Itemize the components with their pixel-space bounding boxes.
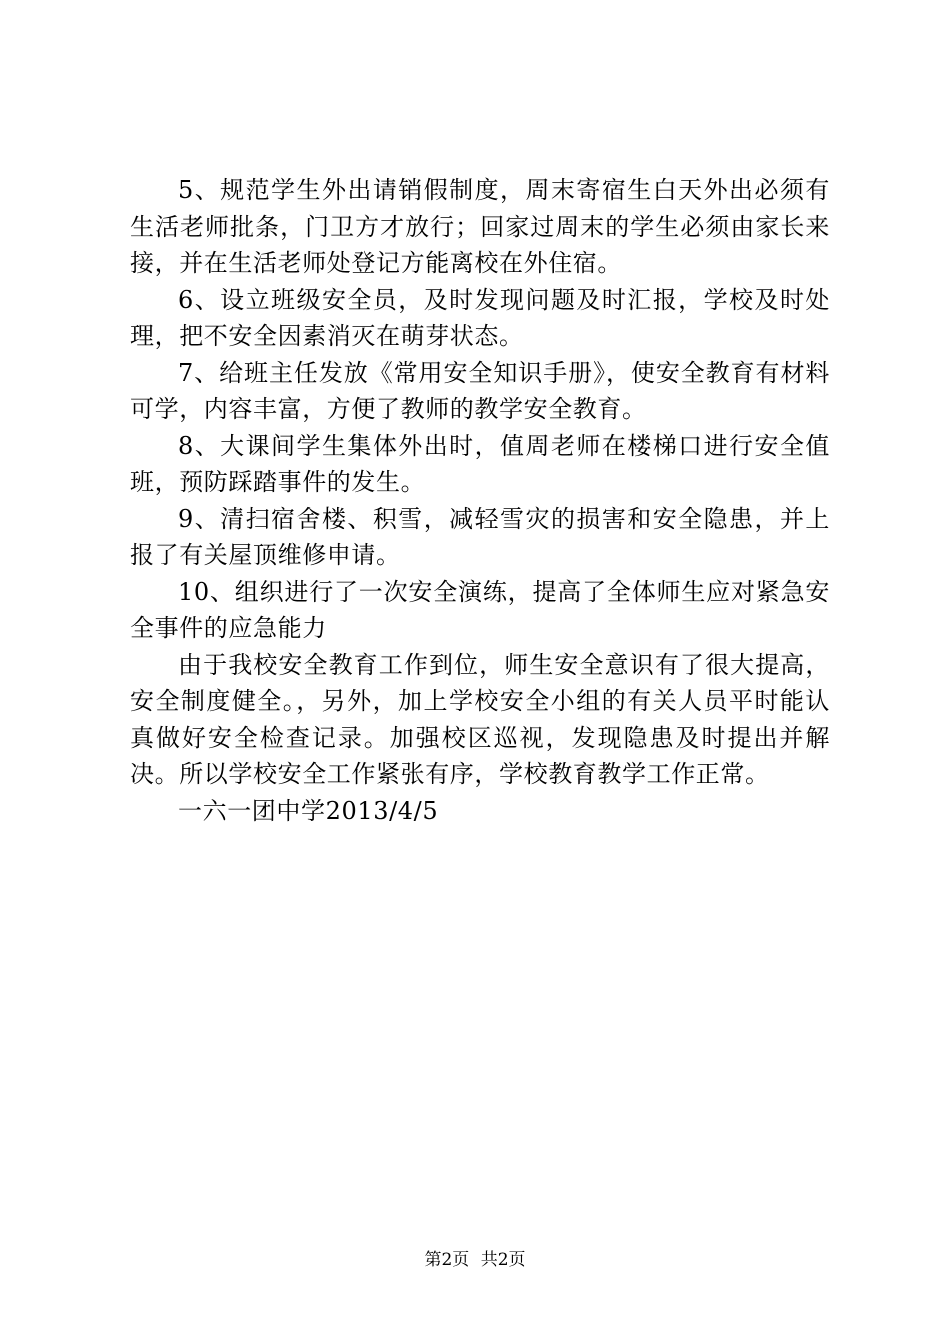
- paragraph-item-6: 6、设立班级安全员，及时发现问题及时汇报，学校及时处理，把不安全因素消灭在萌芽状态。: [130, 285, 830, 350]
- summary-paragraph: 由于我校安全教育工作到位，师生安全意识有了很大提高，安全制度健全。，另外，加上学校安全小组的有关人员平时能认真做好安全检查记录。加强校区巡视，发现隐患及时提出并解决。所以学校安全工作紧张有序，学校教育教学工作正常。: [130, 650, 830, 788]
- paragraph-item-8: 8、大课间学生集体外出时，值周老师在楼梯口进行安全值班，预防踩踏事件的发生。: [130, 431, 830, 496]
- page-number: 第2页: [424, 1250, 470, 1270]
- paragraph-item-5: 5、规范学生外出请销假制度，周末寄宿生白天外出必须有生活老师批条，门卫方才放行；回家过周末的学生必须由家长来接，并在生活老师处登记方能离校在外住宿。: [130, 176, 830, 277]
- paragraph-item-10: 10、组织进行了一次安全演练，提高了全体师生应对紧急安全事件的应急能力: [130, 577, 830, 642]
- document-body: [130, 172, 830, 829]
- paragraph-item-9: 9、清扫宿舍楼、积雪，减轻雪灾的损害和安全隐患，并上报了有关屋顶维修申请。: [130, 504, 830, 569]
- signature-line: 一六一团中学2013/4/5: [178, 796, 439, 825]
- page-total: 共2页: [480, 1250, 526, 1270]
- paragraph-item-7: 7、给班主任发放《常用安全知识手册》，使安全教育有材料可学，内容丰富，方便了教师的教学安全教育。: [130, 358, 830, 423]
- page-footer: [0, 1245, 950, 1270]
